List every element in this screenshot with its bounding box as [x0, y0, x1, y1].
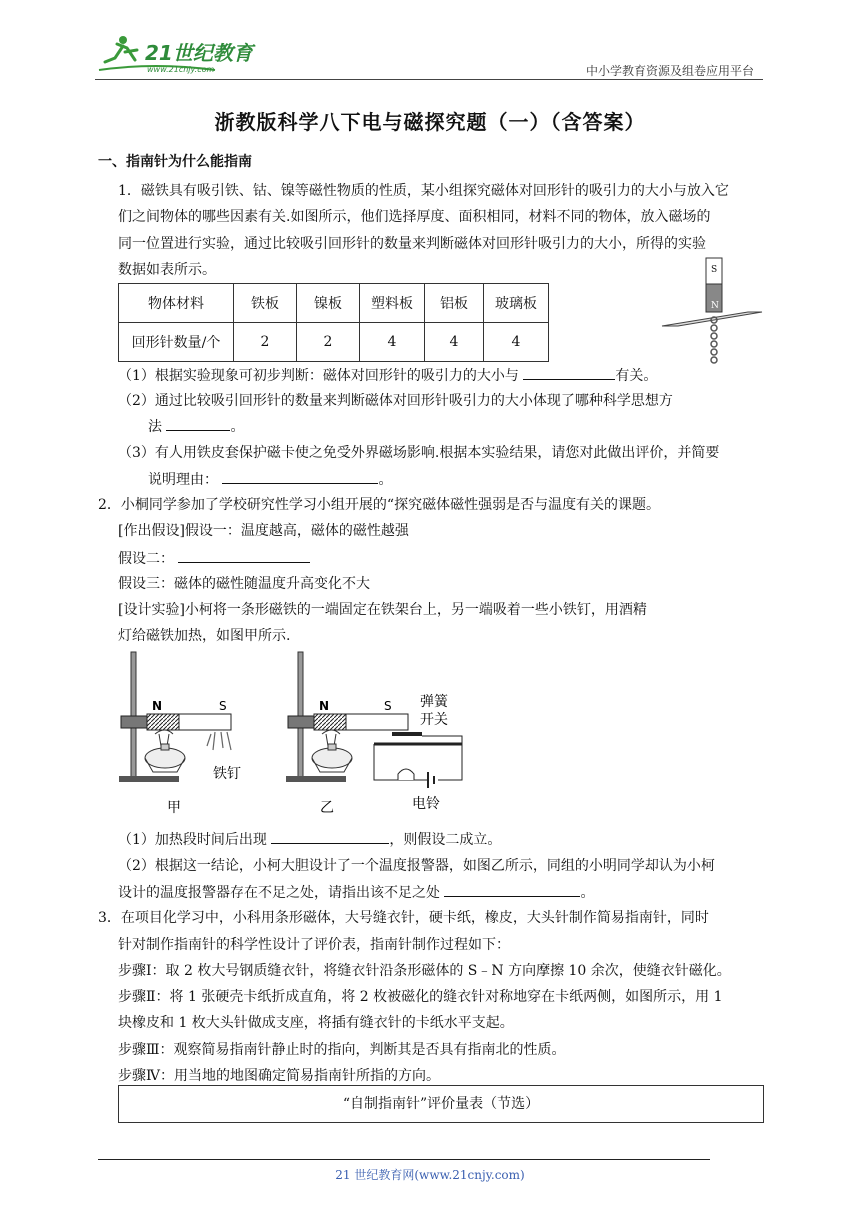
footer-divider: [98, 1159, 710, 1160]
figure-jia-label: 甲: [167, 800, 181, 816]
table-row: [119, 284, 549, 323]
q1-text-line: 数据如表所示。: [118, 262, 216, 278]
q2-text-line: 假设三：磁体的磁性随温度升高变化不大: [118, 576, 370, 592]
q1-sub2-cont: [148, 416, 798, 437]
table-cell: 4: [360, 323, 425, 362]
table-cell: 4: [425, 323, 484, 362]
sub1-text: （1）根据实验现象可初步判断：磁体对回形针的吸引力的大小与: [118, 368, 519, 384]
table-cell: 玻璃板: [484, 284, 549, 323]
q1-sub2: （2）通过比较吸引回形针的数量来判断磁体对回形针吸引力的大小体现了哪种科学思想方: [118, 393, 673, 409]
switch-label: 开关: [420, 712, 448, 728]
sub2-text: 法: [148, 419, 162, 435]
answer-blank[interactable]: [166, 416, 230, 431]
figure-yi: [282, 650, 472, 824]
pole-n-label: N: [319, 699, 330, 713]
q3-text-line: 3．在项目化学习中，小科用条形磁体，大号缝衣针，硬卡纸，橡皮，大头针制作简易指南针，同时: [98, 910, 709, 926]
answer-blank[interactable]: [523, 365, 615, 380]
nails-label: 铁钉: [213, 766, 241, 782]
sub2-text: 设计的温度报警器存在不足之处，请指出该不足之处: [118, 885, 440, 901]
q1-text-line: 同一位置进行实验，通过比较吸引回形针的数量来判断磁体对回形针吸引力的大小，所得的实验: [118, 236, 706, 252]
q3-text-line: 步骤Ⅲ：观察简易指南针静止时的指向，判断其是否具有指南北的性质。: [118, 1042, 566, 1058]
footer-link[interactable]: 21 世纪教育网(www.21cnjy.com): [335, 1168, 525, 1182]
platform-name: 中小学教育资源及组卷应用平台: [585, 64, 754, 78]
table-cell: 塑料板: [360, 284, 425, 323]
q1-text-line: 1．磁铁具有吸引铁、钴、镍等磁性物质的性质，某小组探究磁体对回形针的吸引力的大小与放入它: [118, 183, 729, 199]
q1-text-line: 们之间物体的哪些因素有关.如图所示，他们选择厚度、面积相同，材料不同的物体，放入磁场的: [118, 209, 711, 225]
q1-sub1: [118, 365, 768, 386]
page-title: 浙教版科学八下电与磁探究题（一）（含答案）: [214, 110, 646, 134]
sub2-end: 。: [580, 885, 595, 901]
q3-text-line: 块橡皮和 1 枚大头针做成支座，将插有缝衣针的卡纸水平支起。: [118, 1015, 514, 1031]
q3-text-line: 步骤Ⅱ：将 1 张硬壳卡纸折成直角，将 2 枚被磁化的缝衣针对称地穿在卡纸两侧，如图所示，用 1: [118, 989, 723, 1005]
q2-text-line: [118, 548, 768, 569]
q2-sub2: （2）根据这一结论，小柯大胆设计了一个温度报警器，如图乙所示，同组的小明同学却认为小柯: [118, 858, 715, 874]
evaluation-table-title: “自制指南针”评价量表（节选）: [118, 1085, 764, 1123]
table-row: [119, 323, 549, 362]
pole-s-label: S: [219, 699, 227, 713]
section-heading: 一、指南针为什么能指南: [98, 154, 252, 170]
q2-sub2-cont: [118, 882, 768, 903]
hypothesis2-label: 假设二：: [118, 551, 174, 567]
pole-s-label: S: [384, 699, 392, 713]
answer-blank[interactable]: [271, 829, 389, 844]
table-cell: 4: [484, 323, 549, 362]
sub2-end: 。: [230, 419, 245, 435]
data-table: [118, 283, 549, 362]
q2-sub1: [118, 829, 768, 850]
pole-n-label: N: [711, 301, 719, 311]
sub1-end: 有关。: [615, 368, 658, 384]
q1-sub3: （3）有人用铁皮套保护磁卡使之免受外界磁场影响.根据本实验结果，请您对此做出评价，并简要: [118, 445, 720, 461]
q2-text-line: 2．小桐同学参加了学校研究性学习小组开展的“探究磁体磁性强弱是否与温度有关的课题。: [98, 497, 661, 513]
q3-text-line: 针对制作指南针的科学性设计了评价表，指南针制作过程如下：: [118, 937, 510, 953]
q2-text-line: 灯给磁铁加热，如图甲所示.: [118, 628, 291, 644]
pole-s-label: S: [711, 265, 718, 275]
figure-jia: [115, 650, 265, 824]
spring-label: 弹簧: [420, 694, 448, 710]
table-cell: 回形针数量/个: [119, 323, 234, 362]
bell-label: 电铃: [412, 796, 440, 812]
table-cell: 2: [297, 323, 360, 362]
answer-blank[interactable]: [222, 469, 378, 484]
sub3-text: 说明理由：: [148, 472, 218, 488]
answer-blank[interactable]: [444, 882, 580, 897]
table-cell: 2: [234, 323, 297, 362]
table-cell: 镍板: [297, 284, 360, 323]
magnet-paperclip-figure: [658, 254, 768, 376]
logo-text: 21世纪教育: [145, 41, 253, 65]
table-cell: 铝板: [425, 284, 484, 323]
q2-text-line: [设计实验]小柯将一条形磁铁的一端固定在铁架台上，另一端吸着一些小铁钉，用酒精: [118, 602, 647, 618]
logo-url: www.21cnjy.com: [147, 65, 215, 74]
table-cell: 物体材料: [119, 284, 234, 323]
sub1-end: ，则假设二成立。: [389, 832, 502, 848]
figure-yi-label: 乙: [320, 800, 334, 816]
answer-blank[interactable]: [178, 548, 310, 563]
table-cell: 铁板: [234, 284, 297, 323]
sub3-end: 。: [378, 472, 393, 488]
site-logo: [95, 30, 265, 76]
sub1-text: （1）加热段时间后出现: [118, 832, 267, 848]
q3-text-line: 步骤Ⅳ：用当地的地图确定简易指南针所指的方向。: [118, 1068, 440, 1084]
pole-n-label: N: [152, 699, 163, 713]
q3-text-line: 步骤Ⅰ：取 2 枚大号钢质缝衣针，将缝衣针沿条形磁体的 S﹣N 方向摩擦 10 余次，使缝衣针磁化。: [118, 963, 731, 979]
q1-sub3-cont: [148, 469, 798, 490]
header-divider: [95, 79, 763, 80]
q2-text-line: [作出假设]假设一：温度越高，磁体的磁性越强: [118, 523, 409, 539]
